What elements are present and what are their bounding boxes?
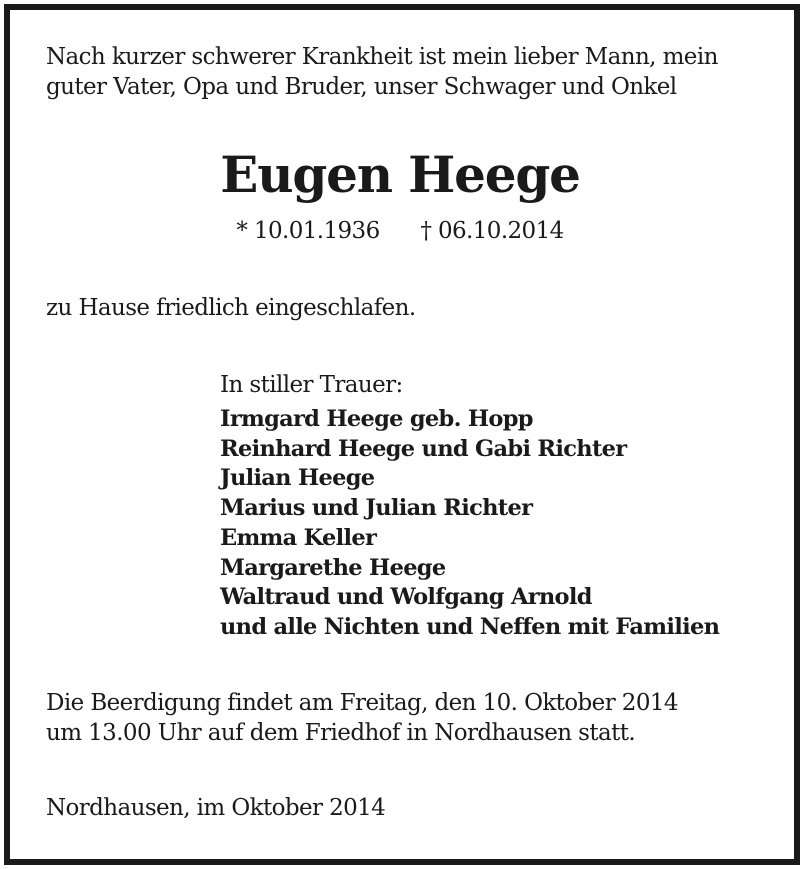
funeral-line-2: um 13.00 Uhr auf dem Friedhof in Nordhausen statt.: [46, 720, 636, 746]
mourner-name: Marius und Julian Richter: [220, 495, 533, 522]
mourner-name: Reinhard Heege und Gabi Richter: [220, 435, 627, 462]
intro-line-2: guter Vater, Opa und Bruder, unser Schwager und Onkel: [46, 74, 677, 100]
death-date: † 06.10.2014: [420, 218, 564, 244]
life-dates: [0, 216, 800, 246]
intro-line-1: Nach kurzer schwerer Krankheit ist mein lieber Mann, mein: [46, 44, 718, 70]
closing-place-date: Nordhausen, im Oktober 2014: [46, 795, 386, 821]
mourner-name: Emma Keller: [220, 524, 377, 551]
mourners-list: [220, 405, 719, 643]
mourner-name: Margarethe Heege: [220, 554, 446, 581]
funeral-info: [46, 688, 678, 748]
funeral-line-1: Die Beerdigung findet am Freitag, den 10. Oktober 2014: [46, 690, 678, 716]
mourning-heading: In stiller Trauer:: [220, 372, 403, 398]
mourner-name: und alle Nichten und Neffen mit Familien: [220, 613, 720, 640]
mourner-name: Julian Heege: [220, 465, 375, 492]
deceased-name: Eugen Heege: [220, 145, 580, 204]
mourner-name: Irmgard Heege geb. Hopp: [220, 406, 533, 432]
passed-text: zu Hause friedlich eingeschlafen.: [46, 295, 416, 321]
mourner-name: Waltraud und Wolfgang Arnold: [220, 584, 592, 611]
birth-date: * 10.01.1936: [236, 218, 380, 244]
intro-text: [46, 42, 718, 102]
